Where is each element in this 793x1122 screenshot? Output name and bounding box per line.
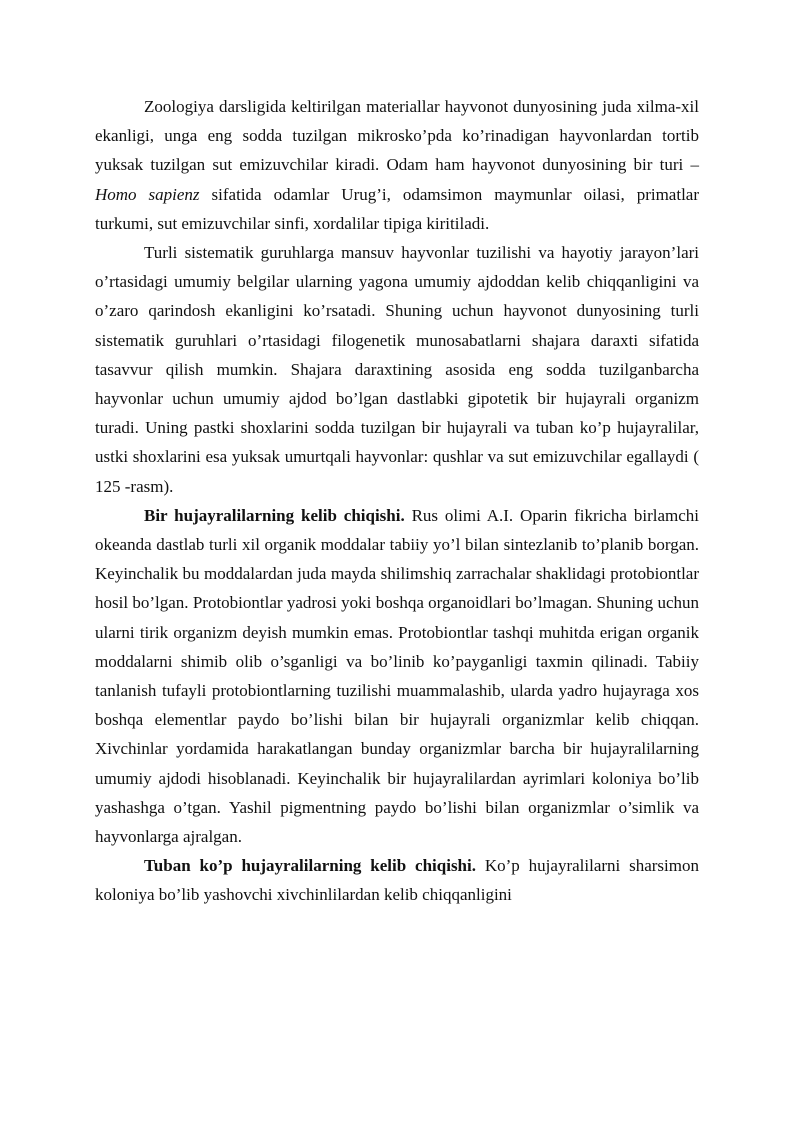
paragraph-multicellular-origin [95, 851, 699, 909]
paragraph-text: Turli sistematik guruhlarga mansuv hayvonlar tuzilishi va hayotiy jarayon’lari o’rtasidagi umumiy belgilar ularning yagona umumiy ajdoddan kelib chiqqanligini va o’zaro qarindosh ekanligini ko’rsatadi. Shuning uchun hayvonot dunyosining turli sistematik guruhlari o’rtasidagi filogenetik munosabatlarni shajara daraxti sifatida tasavvur qilish mumkin. Shajara daraxtining asosida eng sodda tuzilganbarcha hayvonlar uchun umumiy ajdod bo’lgan dastlabki gipotetik bir hujayrali organizm turadi. Uning pastki shoxlarini sodda tuzilgan bir hujayrali va tuban ko’p hujayralilar, ustki shoxlarini esa yuksak umurtqali hayvonlar: qushlar va sut emizuvchilar egallaydi ( 125 -rasm). [95, 243, 699, 496]
species-name-italic: Homo sapienz [95, 184, 200, 204]
section-heading-unicellular: Bir hujayralilarning kelib chiqishi. [144, 505, 405, 525]
paragraph-text: Zoologiya darsligida keltirilgan materiallar hayvonot dunyosining juda xilma-xil ekanligi, unga eng sodda tuzilgan mikrosko’pda ko’rinadigan hayvonlardan tortib yuksak tuzilgan sut emizuvchilar kiradi. Odam ham hayvonot dunyosining bir turi – [95, 97, 699, 175]
document-page [95, 92, 699, 910]
section-heading-multicellular: Tuban ko’p hujayralilarning kelib chiqishi. [144, 856, 476, 876]
paragraph-text: Ko’p hujayralilarni sharsimon koloniya bo’lib yashovchi xivchinlilardan kelib chiqqanligini [95, 856, 699, 905]
paragraph-text: sifatida odamlar Urug’i, odamsimon maymunlar oilasi, primatlar turkumi, sut emizuvchilar sinfi, xordalilar tipiga kiritiladi. [95, 184, 699, 233]
paragraph-text: Rus olimi A.I. Oparin fikricha birlamchi okeanda dastlab turli xil organik moddalar tabiiy yo’l bilan sintezlanib to’planib borgan. Keyinchalik bu moddalardan juda mayda shilimshiq zarrachalar shaklidagi protobiontlar hosil bo’lgan. Protobiontlar yadrosi yoki boshqa organoidlari bo’lmagan. Shuning uchun ularni tirik organizm deyish mumkin emas. Protobiontlar tashqi muhitda erigan organik moddalarni shimib olib o’sganligi va bo’linib ko’payganligi taxmin qilinadi. Tabiiy tanlanish tufayli protobiontlarning tuzilishi muammalashib, ularda yadro hujayraga xos boshqa elementlar paydo bo’lishi bilan bir hujayrali organizmlar kelib chiqqan. Xivchinlar yordamida harakatlangan bunday organizmlar barcha bir hujayralilarning umumiy ajdodi hisoblanadi. Keyinchalik bir hujayralilardan ayrimlari koloniya bo’lib yashashga o’tgan. Yashil pigmentning paydo bo’lishi bilan organizmlar o’simlik va hayvonlarga ajralgan. [95, 505, 699, 847]
paragraph-zoology-intro [95, 92, 699, 238]
paragraph-unicellular-origin [95, 501, 699, 851]
paragraph-phylogenetic-tree [95, 238, 699, 501]
